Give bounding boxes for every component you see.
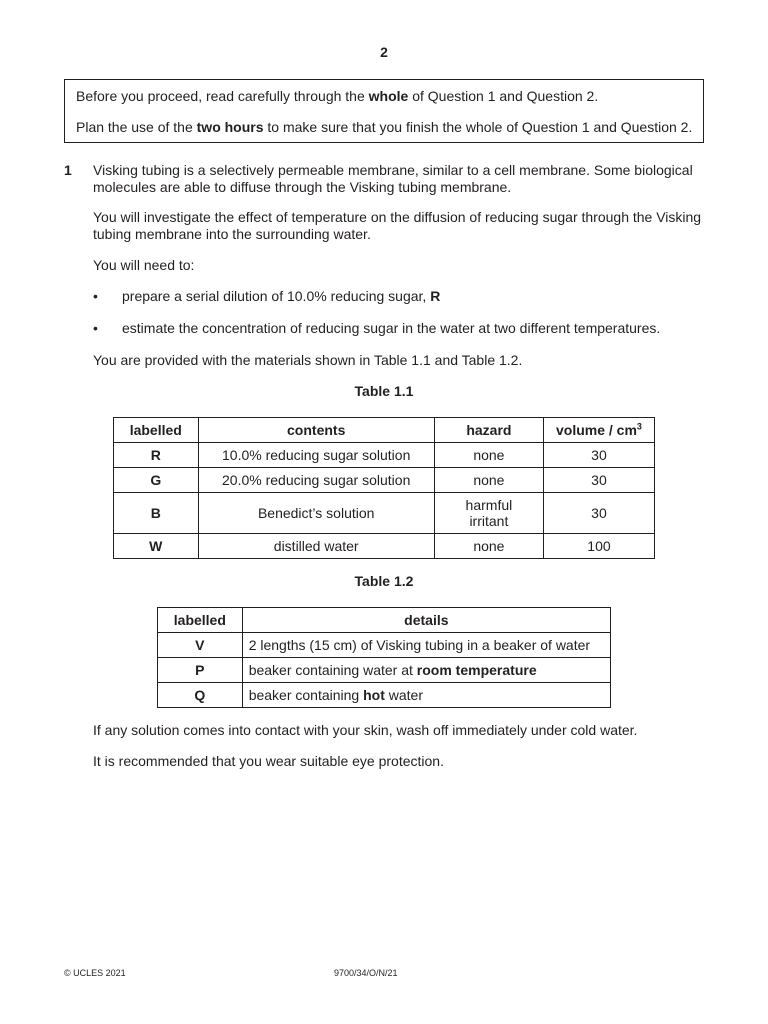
bullet-mark: • <box>93 288 98 304</box>
header-labelled: labelled <box>158 608 243 633</box>
need-text: You will need to: <box>93 257 195 273</box>
cell-hazard: none <box>434 534 543 559</box>
table-row <box>114 493 655 534</box>
cell-hazard: none <box>434 468 543 493</box>
table-row <box>158 683 611 708</box>
instruction-line-1: Before you proceed, read carefully through the whole of Question 1 and Question 2. <box>76 88 599 104</box>
header-contents: contents <box>198 418 434 443</box>
cell-label: V <box>158 633 243 658</box>
table-row <box>158 633 611 658</box>
instruction-box <box>64 79 704 143</box>
skin-safety-text: If any solution comes into contact with your skin, wash off immediately under cold water. <box>93 722 638 738</box>
header-labelled: labelled <box>114 418 199 443</box>
header-hazard: hazard <box>434 418 543 443</box>
cell-contents: Benedict’s solution <box>198 493 434 534</box>
header-volume: volume / $cm^3$ <box>543 418 654 443</box>
cell-label: B <box>114 493 199 534</box>
cell-volume: 30 <box>543 468 654 493</box>
bullet-mark: • <box>93 320 98 336</box>
cell-label: G <box>114 468 199 493</box>
table-1-1 <box>113 417 655 559</box>
header-details: details <box>242 608 610 633</box>
cell-volume: 100 <box>543 534 654 559</box>
cell-details: beaker containing water at room temperature <box>242 658 610 683</box>
table-row <box>158 658 611 683</box>
table-1-1-caption: Table 1.1 <box>354 383 414 399</box>
cell-hazard: harmful irritant <box>434 493 543 534</box>
question-number: 1 <box>64 162 72 178</box>
cell-label: Q <box>158 683 243 708</box>
cell-contents: 10.0% reducing sugar solution <box>198 443 434 468</box>
cell-contents: 20.0% reducing sugar solution <box>198 468 434 493</box>
table-row <box>114 468 655 493</box>
cell-details: 2 lengths (15 cm) of Visking tubing in a beaker of water <box>242 633 610 658</box>
footer-copyright: © UCLES 2021 <box>64 968 126 978</box>
table-row <box>114 534 655 559</box>
investigate-paragraph: You will investigate the effect of temperature on the diffusion of reducing sugar through the Visking tubing membrane into the surrounding water. <box>93 209 702 242</box>
footer-paper-code: 9700/34/O/N/21 <box>334 968 398 978</box>
table-1-2-caption: Table 1.2 <box>354 573 414 589</box>
table-1-2 <box>157 607 611 708</box>
eye-safety-text: It is recommended that you wear suitable eye protection. <box>93 753 444 769</box>
bullet-serial-dilution: prepare a serial dilution of 10.0% reducing sugar, R <box>122 288 441 304</box>
instruction-line-2: Plan the use of the two hours to make sure that you finish the whole of Question 1 and Question 2. <box>76 119 693 135</box>
table-header-row <box>158 608 611 633</box>
cell-contents: distilled water <box>198 534 434 559</box>
provided-text: You are provided with the materials shown in Table 1.1 and Table 1.2. <box>93 352 523 368</box>
intro-paragraph: Visking tubing is a selectively permeable membrane, similar to a cell membrane. Some biological molecules are able to diffuse through the Visking tubing membrane. <box>93 162 693 195</box>
cell-volume: 30 <box>543 443 654 468</box>
cell-label: R <box>114 443 199 468</box>
table-header-row <box>114 418 655 443</box>
cell-volume: 30 <box>543 493 654 534</box>
table-row <box>114 443 655 468</box>
bullet-estimate: estimate the concentration of reducing sugar in the water at two different temperatures. <box>122 320 661 336</box>
cell-details: beaker containing hot water <box>242 683 610 708</box>
page-number: 2 <box>380 44 388 60</box>
cell-hazard: none <box>434 443 543 468</box>
cell-label: P <box>158 658 243 683</box>
cell-label: W <box>114 534 199 559</box>
